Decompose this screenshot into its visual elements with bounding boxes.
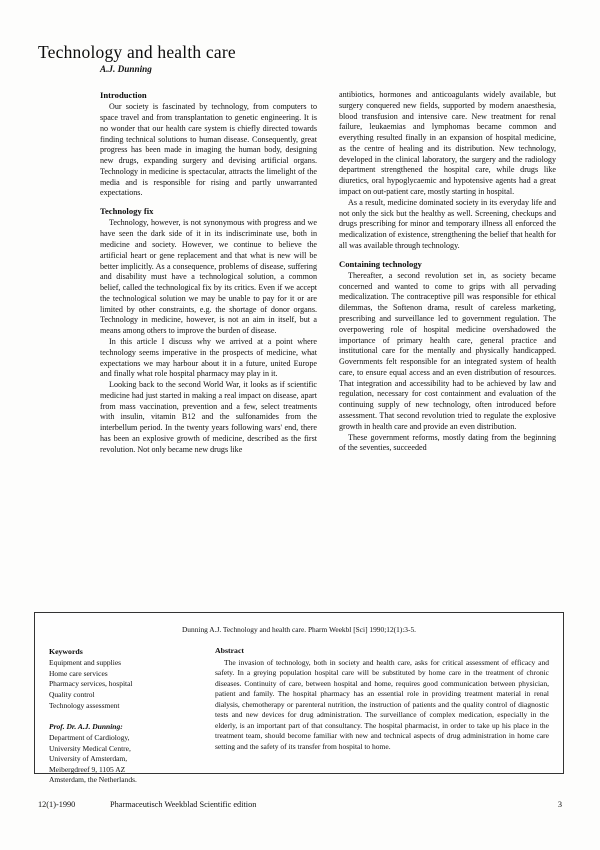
paragraph-containing-technology-2: These government reforms, mostly dating from the beginning of the seventies, succeeded (339, 432, 556, 453)
abstract-keywords-box (34, 612, 564, 785)
list-item: Equipment and supplies (49, 658, 122, 668)
paragraph-technology-fix-1: Technology, however, is not synonymous with progress and we have seen the dark side of it in its indiscriminate use, both in medicine and society. However, we continue to believe the artificial heart or gene replacement and that what is new will be better implicitly. As a consequence, problems of disease, suffering and disability must have a technological solution, a common belief, called the technological fix by its critics. Even if we accept the technological solution we may be unable to pay for it or are limited by other constraints, e.g. the shortage of donor organs. Technology in medicine, however, is not an aim in itself, but a means among others to improve the burden of disease. (100, 218, 317, 336)
section-heading-introduction: Introduction (100, 90, 147, 100)
section-heading-containing-technology: Containing technology (339, 258, 422, 269)
article-author: A.J. Dunning (100, 64, 152, 74)
keywords-list (49, 658, 199, 711)
correspondence-line: Meibergdreef 9, 1105 AZ (49, 764, 126, 774)
correspondence-line: University Medical Centre, (49, 743, 131, 753)
keywords-heading: Keywords (49, 647, 83, 656)
keywords-column (49, 646, 199, 786)
footer-page-number: 3 (557, 800, 562, 809)
paragraph-medicine-dominated: As a result, medicine dominated society in its everyday life and not only the sick but the healthy as well. Screening, checkups and drugs prescribing for minor and temporary illness all enforced the medicalization of existence, strengthening the belief that health for all was available through technology. (339, 197, 556, 250)
correspondence-name: Prof. Dr. A.J. Dunning: (49, 722, 123, 732)
abstract-column (215, 646, 549, 786)
abstract-heading: Abstract (215, 646, 245, 655)
paragraph-continued: antibiotics, hormones and anticoagulants widely available, but surgery conquered new fields, supported by modern anaesthesia, blood transfusion and intensive care. New treatment for renal failure, leukaemias and lymphomas became common and everything resulted finally in an expansion of hospital medicine, as the centre of healing and its distribution. New technology, developed in the clinical laboratory, the surgery and the radiology department strengthened the hospital care, while drugs like diuretics, oral hypoglycaemic and hypotensive agents had a great impact on out-patient care, mostly starting in hospital. (339, 90, 556, 197)
correspondence-line: University of Amsterdam, (49, 754, 128, 764)
citation-line: Dunning A.J. Technology and health care. Pharm Weekbl [Sci] 1990;12(1):3-5. (181, 625, 417, 634)
paragraph-technology-fix-2: In this article I discuss why we arrived at a point where technology seems imperative in the prospects of medicine, what expectations we may harbour about it in a future, united Europe and finally what role hospital pharmacy may play in it. (100, 336, 317, 379)
right-column (339, 90, 556, 585)
footer-issue: 12(1)-1990 (38, 800, 76, 809)
abstract-box-body (49, 646, 549, 786)
paragraph-technology-fix-3: Looking back to the second World War, it looks as if scientific medicine had just started in making a real impact on disease, apart from mass vaccination, prevention and a few, select treatments with insulin, vitamin B12 and the sulfonamides from the interbellum period. In the twenty years following wars' end, there has been an explosive growth of medicine, described as the first revolution. Not only became new drugs like (100, 380, 317, 454)
abstract-text: The invasion of technology, both in society and health care, asks for critical assessment of efficacy and safety. In a greying population hospital care will be substituted by home care in the treatment of chronic diseases. Continuity of care, between hospital and home, requires good communication between physician, patient and family. The hospital pharmacy has an essential role in providing treatment material in renal dialysis, chemotherapy or parenteral nutrition, the instruction of patients and the quality control of diagnostic tests and new devices for drug administration. The surveillance of complex medication, especially in the elderly, is an important part of that consultancy. The hospital pharmacist, in order to take up his place in the treatment team, should become familiar with new and technical aspects of drug administration in home care setting and the safety of its transfer from hospital to home. (215, 657, 549, 751)
list-item: Quality control (49, 689, 95, 699)
article-body (100, 90, 556, 585)
list-item: Home care services (49, 668, 108, 678)
correspondence-line: Department of Cardiology, (49, 732, 130, 742)
paragraph-introduction: Our society is fascinated by technology, from computers to space travel and from transplantation to genetic engineering. It is no wonder that our health care system is chiefly directed towards finding technical solutions to human disease. Consequently, great progress has been made in imaging the human body, designing new drugs, expanding surgery and devising artificial organs. Technology in medicine is spectacular, attracts the limelight of the media and is responsible for rising and partly unwarranted expectations. (100, 102, 317, 198)
correspondence-address (49, 722, 199, 786)
list-item: Pharmacy services, hospital (49, 679, 133, 689)
left-column (100, 90, 317, 585)
paragraph-containing-technology-1: Thereafter, a second revolution set in, as society became concerned and wanted to come to grips with all pervading medicalization. The contraceptive pill was responsible for ethical dilemmas, the Softenon drama, result of careless marketing, prescribing and surveillance led to government regulation. The overpowering role of hospital medicine overshadowed the importance of primary health care, general practice and institutional care for the mentally and physically handicapped. Governments felt responsible for an integrated system of health care, to ensure equal access and an even distribution of resources. That integration and accessibility had to be achieved by law and regulation, necessary for cost containment and evaluation of the continuing supply of new technology, often introduced before assessment. That second revolution tried to regulate the explosive growth in health care and provide an even distribution. (339, 270, 556, 431)
page-footer (38, 800, 562, 809)
correspondence-line: Amsterdam, the Netherlands. (49, 775, 137, 785)
footer-journal-name: Pharmaceutisch Weekblad Scientific edition (110, 800, 257, 809)
section-heading-technology-fix: Technology fix (100, 206, 154, 217)
page-title: Technology and health care (38, 41, 236, 62)
list-item: Technology assessment (49, 700, 120, 710)
